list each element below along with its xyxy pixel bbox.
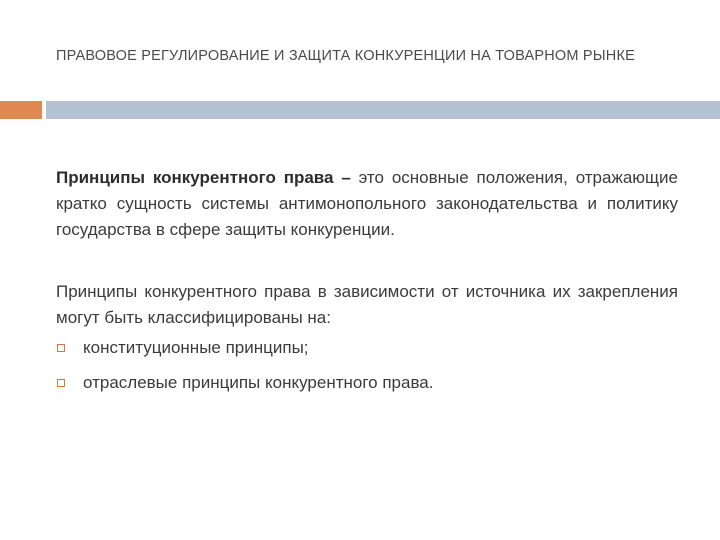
definition-text: это основные положения, отражающие кратко сущность системы антимонопольного законодательства и политику государства в сфере защиты конкуренции. (56, 168, 678, 239)
definition-term: Принципы конкурентного права – (56, 168, 351, 187)
definition-paragraph (56, 165, 678, 243)
list-item (56, 370, 678, 396)
accent-bar (0, 101, 42, 119)
square-bullet-icon (57, 379, 65, 387)
square-bullet-icon (57, 344, 65, 352)
header-rule-bar (46, 101, 720, 119)
principles-list (56, 335, 678, 396)
classification-intro: Принципы конкурентного права в зависимости от источника их закрепления могут быть классифицированы на: (56, 282, 678, 327)
list-item-label: отраслевые принципы конкурентного права. (83, 373, 434, 392)
slide-title: ПРАВОВОЕ РЕГУЛИРОВАНИЕ И ЗАЩИТА КОНКУРЕНЦИИ НА ТОВАРНОМ РЫНКЕ (56, 48, 635, 64)
slide-content (56, 165, 678, 405)
list-item (56, 335, 678, 361)
list-item-label: конституционные принципы; (83, 338, 309, 357)
